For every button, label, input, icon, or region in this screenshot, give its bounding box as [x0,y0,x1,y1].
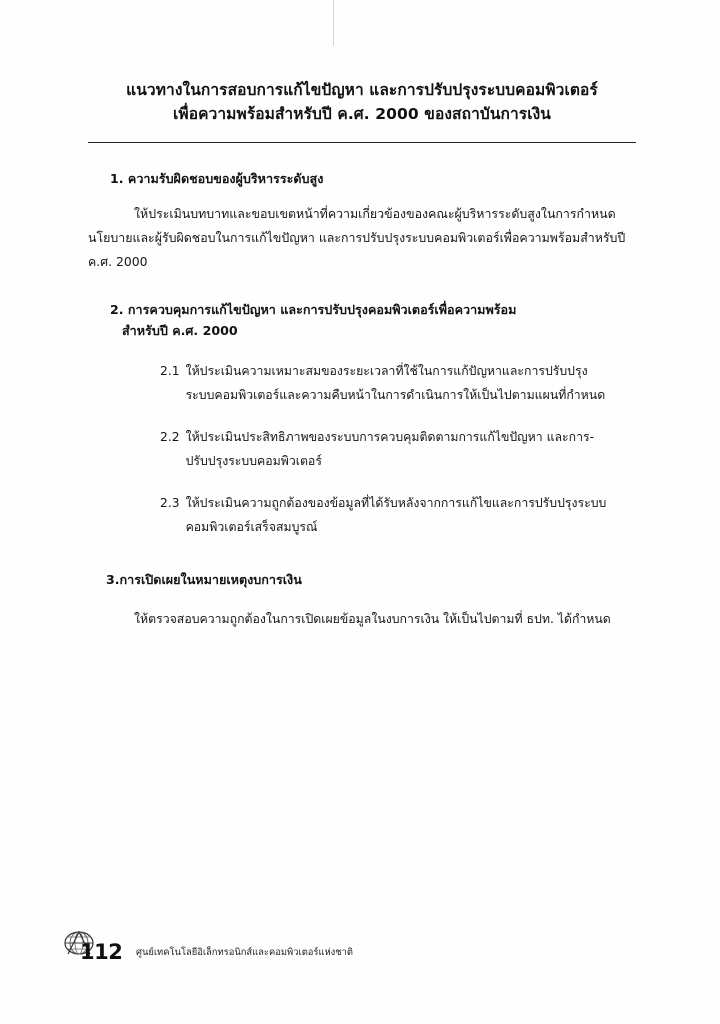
scan-artifact-line [333,0,334,46]
list-item-text [186,426,636,474]
document-content [88,78,636,632]
section-3-paragraph: ให้ตรวจสอบความถูกต้องในการเปิดเผยข้อมูลในงบการเงิน ให้เป็นไปตามที่ ธปท. ได้กำหนด [134,611,611,626]
section-3 [88,570,636,632]
section-1-heading: 1. ความรับผิดชอบของผู้บริหารระดับสูง [110,171,324,187]
list-item-line-1: ให้ประเมินประสิทธิภาพของระบบการควบคุมติดตามการแก้ไขปัญหา และการ- [185,429,595,444]
section-2-heading [110,300,636,342]
page-number: 112 [80,940,123,964]
section-1-paragraph-text: ให้ประเมินบทบาทและขอบเขตหน้าที่ความเกี่ยวข้องของคณะผู้บริหารระดับสูงในการกำหนดนโยบายและผู้รับผิดชอบในการแก้ไขปัญหา และการปรับปรุงระบบคอมพิวเตอร์เพื่อความพร้อมสำหรับปี ค.ศ. 2000 [88,205,626,270]
list-item-line-1: ให้ประเมินความเหมาะสมของระยะเวลาที่ใช้ในการแก้ปัญหาและการปรับปรุง [185,363,588,378]
section-2-heading-line-1: 2. การควบคุมการแก้ไขปัญหา และการปรับปรุงคอมพิวเตอร์เพื่อความพร้อม [110,302,517,318]
list-item [160,360,636,408]
list-item-number: 2.1 [160,363,180,378]
section-1 [88,169,636,274]
nectec-logo-icon [62,928,123,964]
section-2-item-list [88,360,636,540]
section-2 [88,300,636,539]
page-title-line-1: แนวทางในการสอบการแก้ไขปัญหา และการปรับปรุงระบบคอมพิวเตอร์ [126,81,598,99]
footer-organization-name: ศูนย์เทคโนโลยีอิเล็กทรอนิกส์และคอมพิวเตอร์แห่งชาติ [136,947,353,958]
list-item-line-2: คอมพิวเตอร์เสร็จสมบูรณ์ [185,519,318,534]
page-footer [62,928,353,962]
list-item [160,426,636,474]
title-divider [88,142,636,143]
list-item-line-2: ปรับปรุงระบบคอมพิวเตอร์ [185,453,322,468]
page-title-line-2: เพื่อความพร้อมสำหรับปี ค.ศ. 2000 ของสถาบันการเงิน [172,105,551,124]
page-title [88,78,636,126]
list-item [160,492,636,540]
section-3-heading: 3.การเปิดเผยในหมายเหตุงบการเงิน [106,571,302,587]
list-item-text [186,360,636,408]
list-item-line-2: ระบบคอมพิวเตอร์และความคืบหน้าในการดำเนินการให้เป็นไปตามแผนที่กำหนด [185,387,606,402]
list-item-number: 2.2 [160,429,180,444]
section-1-paragraph [88,202,636,275]
list-item-number: 2.3 [160,495,180,510]
list-item-text [186,492,636,540]
section-2-heading-line-2: สำหรับปี ค.ศ. 2000 [122,323,238,339]
list-item-line-1: ให้ประเมินความถูกต้องของข้อมูลที่ได้รับหลังจากการแก้ไขและการปรับปรุงระบบ [185,495,607,510]
